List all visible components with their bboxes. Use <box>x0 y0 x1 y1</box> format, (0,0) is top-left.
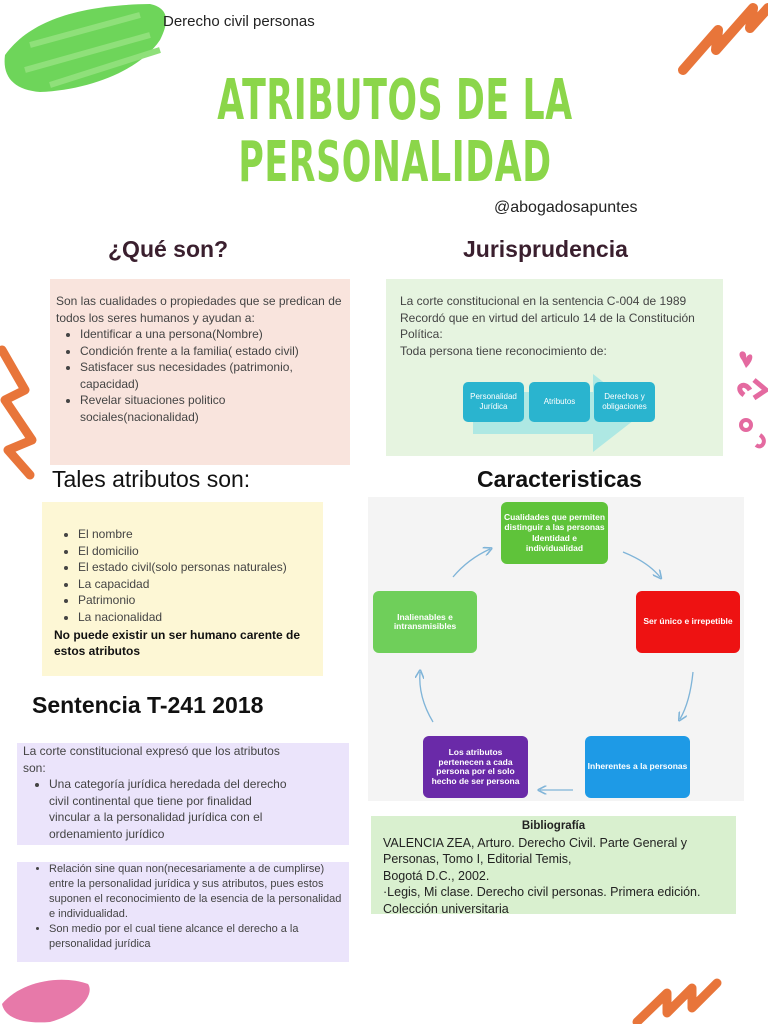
caracteristicas-heading: Caracteristicas <box>477 466 642 492</box>
bibliografia-line-3: ·Legis, Mi clase. Derecho civil personas. Primera edición. Colección universitaria <box>383 885 701 916</box>
sentencia-box-1 <box>17 743 349 845</box>
list-item: • Revelar situaciones politico sociales(nacionalidad) <box>80 392 344 425</box>
list-item: • La nacionalidad <box>78 609 315 626</box>
caracteristicas-cycle-diagram <box>368 497 744 801</box>
list-item: • Son medio por el cual tiene alcance el derecho a la personalidad jurídica <box>49 922 343 952</box>
sentencia-intro: La corte constitucional expresó que los atributos son: <box>23 744 280 775</box>
sentencia-box-2 <box>17 862 349 962</box>
que-son-intro: Son las cualidades o propiedades que se predican de todos los seres humanos y ayudan a: <box>56 294 342 325</box>
sentencia-heading: Sentencia T-241 2018 <box>32 692 264 718</box>
list-item: • Satisfacer sus necesidades (patrimonio, capacidad) <box>80 359 344 392</box>
tales-note: No puede existir un ser humano carente de estos atributos <box>54 628 301 658</box>
page-title <box>150 70 640 194</box>
list-item: • El nombre <box>78 526 315 543</box>
bibliografia-heading: Bibliografía <box>521 820 586 832</box>
orange-zigzag-decoration <box>678 0 768 80</box>
process-step-personalidad: Personalidad Jurídica <box>463 382 524 422</box>
tales-list <box>54 526 315 625</box>
list-item: • Relación sine quan non(necesariamente a de cumplirse) entre la personalidad jurídica y sus atributos, pues estos suponen el reconocimiento de la esencia de la personalidad e individualidad. <box>49 862 343 922</box>
list-item: • El estado civil(solo personas naturales) <box>78 559 315 576</box>
cycle-node-right: Ser único e irrepetible <box>636 591 740 653</box>
jurisprudencia-heading: Jurisprudencia <box>463 236 628 262</box>
tales-box <box>42 502 323 676</box>
list-item: • El domicilio <box>78 543 315 560</box>
title-line-1: ATRIBUTOS DE LA <box>217 68 573 133</box>
list-item: • La capacidad <box>78 576 315 593</box>
que-son-list <box>56 326 344 425</box>
author-handle: @abogadosapuntes <box>494 199 638 216</box>
bibliografia-line-2: Bogotá D.C., 2002. <box>383 868 490 883</box>
pink-brush-decoration <box>0 974 95 1024</box>
tales-heading: Tales atributos son: <box>52 466 251 492</box>
list-item: • Condición frente a la familia( estado civil) <box>80 343 344 360</box>
list-item: • Patrimonio <box>78 592 315 609</box>
cycle-node-bottom-right: Inherentes a la personas <box>585 736 690 798</box>
orange-zigzag-left-decoration <box>0 345 40 480</box>
sentencia-list-1 <box>23 776 343 842</box>
orange-brush-bottom-decoration <box>632 978 722 1024</box>
jurisprudencia-text: La corte constitucional en la sentencia C-004 de 1989 Recordó que en virtud del articulo 14 de la Constitución Política: <box>400 294 695 341</box>
process-step-atributos: Atributos <box>529 382 590 422</box>
bibliografia-line-1: VALENCIA ZEA, Arturo. Derecho Civil. Parte General y Personas, Tomo I, Editorial Temis, <box>383 835 688 866</box>
pink-shapes-decoration <box>732 340 768 455</box>
green-brush-decoration <box>0 0 175 95</box>
cycle-node-left: Inalienables e intransmisibles <box>373 591 477 653</box>
list-item: • Identificar a una persona(Nombre) <box>80 326 344 343</box>
cycle-node-top: Cualidades que permiten distinguir a las personas Identidad e individualidad <box>501 502 608 564</box>
sentencia-list-2 <box>23 862 343 952</box>
cycle-node-bottom-left: Los atributos pertenecen a cada persona por el solo hecho de ser persona <box>423 736 528 798</box>
jurisprudencia-text-2: Toda persona tiene reconocimiento de: <box>400 343 607 358</box>
process-step-derechos: Derechos y obligaciones <box>594 382 655 422</box>
que-son-heading: ¿Qué son? <box>108 236 229 262</box>
title-line-2: PERSONALIDAD <box>238 130 552 195</box>
process-diagram <box>453 374 683 454</box>
subject-label: Derecho civil personas <box>163 13 315 30</box>
que-son-box <box>50 279 350 465</box>
bibliografia-box <box>371 816 736 914</box>
list-item: • Una categoría jurídica heredada del derecho civil continental que tiene por finalidad vincular a la personalidad jurídica con el ordenamiento jurídico <box>49 776 289 842</box>
